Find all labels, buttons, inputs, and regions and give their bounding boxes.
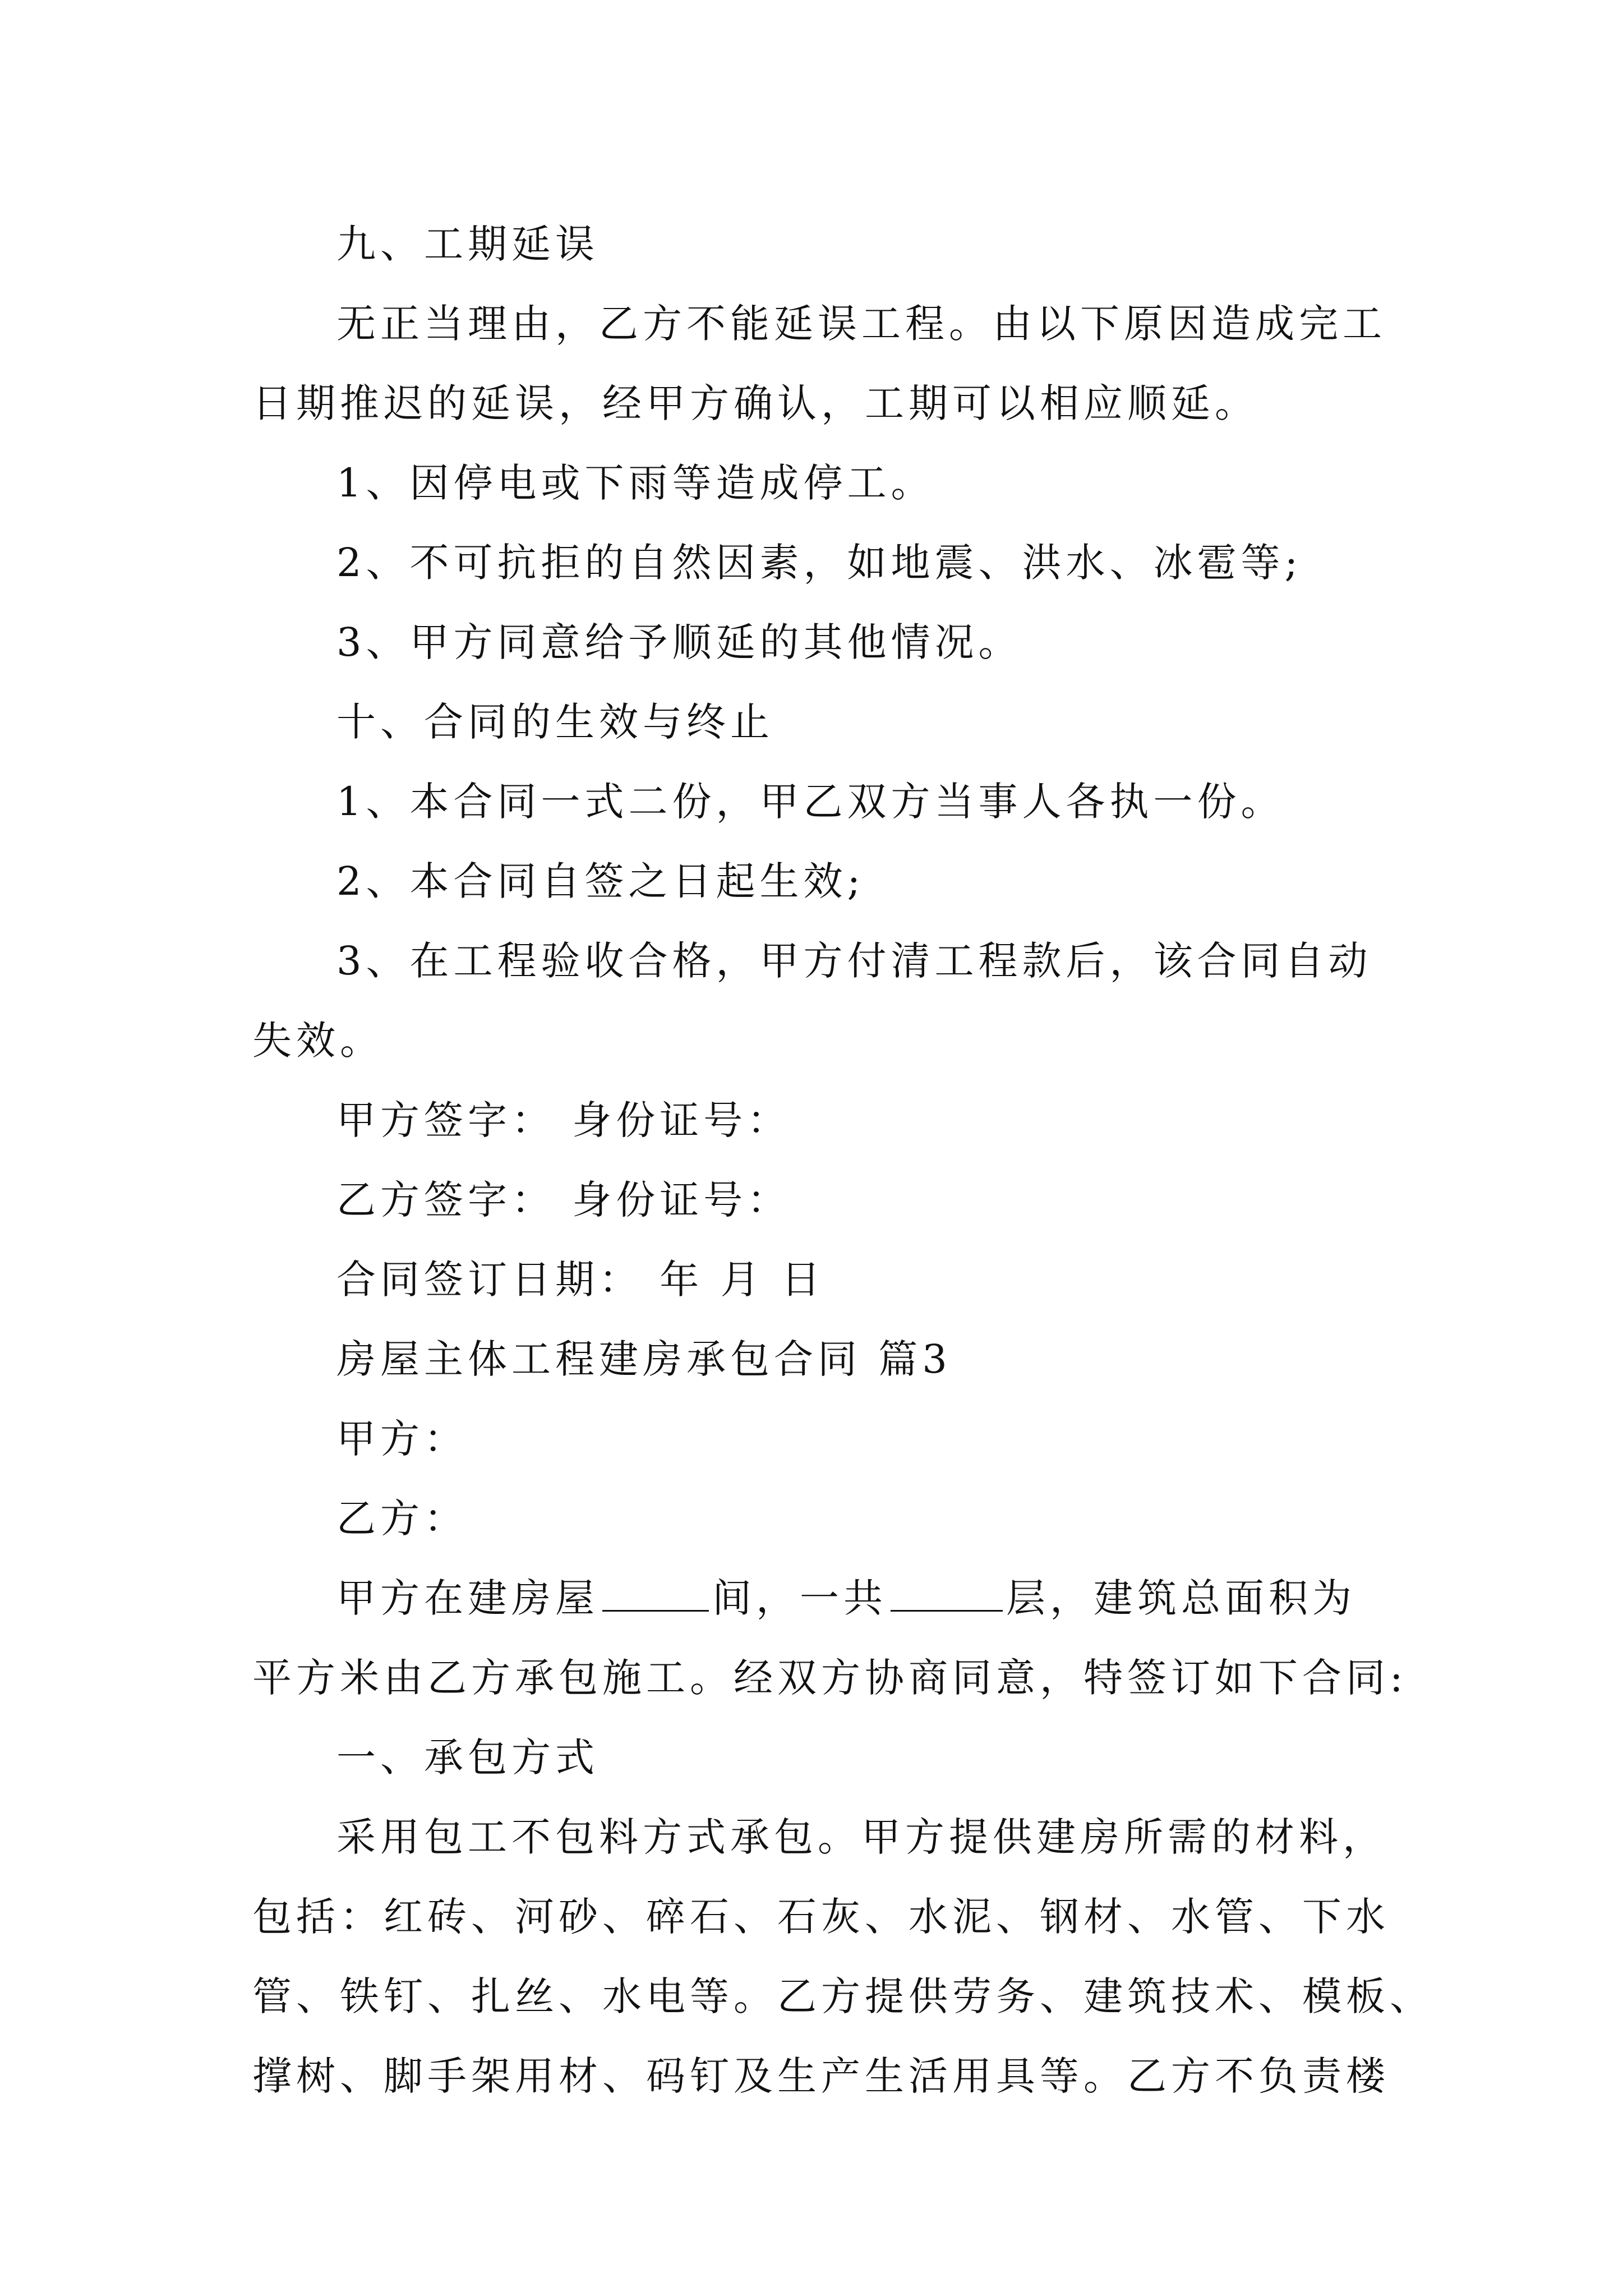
signature-line-party-b: 乙方签字： 身份证号： [336, 1177, 791, 1223]
list-item: 3、甲方同意给予顺延的其他情况。 [336, 619, 1022, 665]
list-item: 2、本合同自签之日起生效; [336, 858, 865, 904]
list-item: 1、本合同一式二份，甲乙双方当事人各执一份。 [336, 779, 1285, 825]
fill-text-3: 层，建筑总面积为 [1006, 1575, 1356, 1621]
list-item: 3、在工程验收合格，甲方付清工程款后，该合同自动 [336, 938, 1372, 984]
list-item: 1、因停电或下雨等造成停工。 [336, 460, 935, 506]
contract-title: 房屋主体工程建房承包合同 篇3 [336, 1336, 952, 1382]
list-item: 2、不可抗拒的自然因素，如地震、洪水、冰雹等; [336, 540, 1303, 586]
section-heading: 一、承包方式 [336, 1734, 599, 1780]
blank-floors-field[interactable] [891, 1575, 1003, 1612]
paragraph-line: 失效。 [252, 1018, 384, 1064]
paragraph-line: 日期推迟的延误，经甲方确认，工期可以相应顺延。 [252, 380, 1258, 426]
paragraph-line: 无正当理由，乙方不能延误工程。由以下原因造成完工 [336, 301, 1386, 347]
party-b-label: 乙方： [336, 1496, 468, 1542]
signing-date-line: 合同签订日期： 年 月 日 [336, 1257, 825, 1303]
fill-text-2: 间，一共 [712, 1575, 887, 1621]
signature-line-party-a: 甲方签字： 身份证号： [336, 1097, 791, 1143]
fill-text-1: 甲方在建房屋 [336, 1575, 599, 1621]
paragraph-line: 包括：红砖、河砂、碎石、石灰、水泥、钢材、水管、下水 [252, 1894, 1390, 1940]
blank-rooms-field[interactable] [602, 1575, 709, 1612]
paragraph-line-with-blanks [0, 1573, 1623, 1623]
paragraph-line: 采用包工不包料方式承包。甲方提供建房所需的材料， [336, 1814, 1386, 1860]
section-heading: 九、工期延误 [336, 221, 599, 267]
section-heading: 十、合同的生效与终止 [336, 699, 774, 745]
party-a-label: 甲方： [336, 1416, 468, 1462]
paragraph-line: 管、铁钉、扎丝、水电等。乙方提供劳务、建筑技术、模板、 [252, 1973, 1433, 2019]
paragraph-line: 撑树、脚手架用材、码钉及生产生活用具等。乙方不负责楼 [252, 2053, 1390, 2099]
paragraph-line: 平方米由乙方承包施工。经双方协商同意，特签订如下合同: [252, 1655, 1408, 1701]
